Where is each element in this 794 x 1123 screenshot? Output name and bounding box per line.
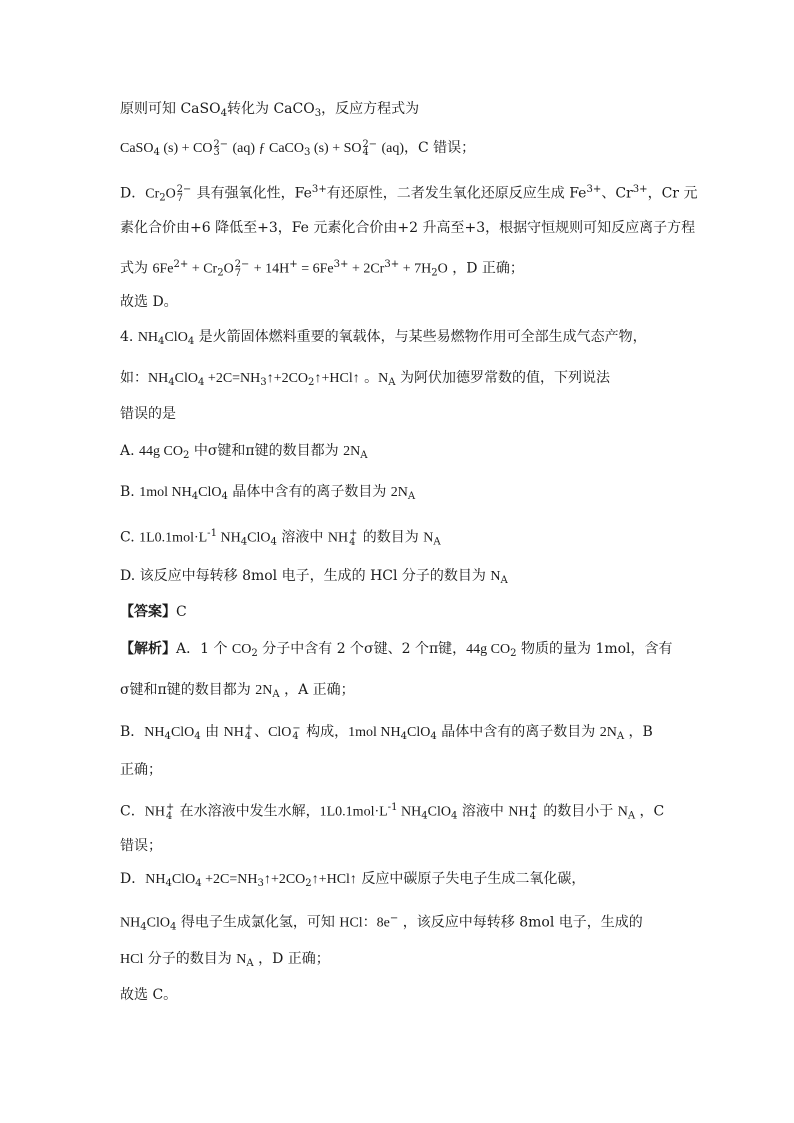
plain-text: ，该反应中每转移 8mol 电子，生成的 xyxy=(398,914,643,931)
subscript: A xyxy=(500,575,508,587)
analysis-line xyxy=(120,722,694,747)
formula-text: 2N xyxy=(255,683,273,698)
plain-text: 物质的量为 1mol，含有 xyxy=(516,641,673,657)
sub-superscript: 2− 3 xyxy=(213,138,228,159)
question-stem xyxy=(120,368,694,393)
sub-superscript: 2− 7 xyxy=(234,259,250,279)
subscript: 4 xyxy=(191,491,199,503)
subscript: 3 xyxy=(260,377,267,389)
text-line xyxy=(120,255,694,284)
subscript: 4 xyxy=(140,921,147,933)
plain-text: 晶体中含有的离子数目为 xyxy=(227,484,391,500)
superscript: -1 xyxy=(387,802,398,813)
formula-text: ClO xyxy=(146,915,170,931)
plain-text: 中σ键和π键的数目都为 xyxy=(189,443,344,459)
text-line xyxy=(120,99,694,124)
analysis-line xyxy=(120,909,694,938)
subscript: 3 xyxy=(304,147,311,159)
formula-text: ClO xyxy=(198,485,222,500)
plain-text: 构成， xyxy=(301,724,349,740)
analysis-line xyxy=(120,985,694,1005)
sub-superscript: + 4 xyxy=(244,722,254,743)
plain-text: D． xyxy=(120,185,146,202)
subscript: A xyxy=(360,450,368,462)
subscript: 4 xyxy=(451,810,458,822)
plain-text: 4. xyxy=(120,329,138,345)
plain-text: C xyxy=(176,604,187,620)
plain-text: 正确； xyxy=(120,762,162,778)
subscript: 4 xyxy=(221,491,228,503)
subscript: 2 xyxy=(182,450,190,462)
plain-text: 如： xyxy=(120,370,148,386)
subscript: 2 xyxy=(308,377,315,389)
subscript: 4 xyxy=(168,377,175,389)
plain-text: 、Cr xyxy=(601,185,633,202)
formula-text: 1mol NH xyxy=(139,485,192,500)
formula-text: NH xyxy=(217,530,241,546)
option-d xyxy=(120,566,694,591)
subscript: A xyxy=(388,377,396,389)
superscript: 3+ xyxy=(586,184,602,195)
formula-text: NH xyxy=(144,804,165,820)
subscript: 4 xyxy=(400,731,408,743)
formula-text: ClO xyxy=(247,530,271,546)
plain-text: ，D 正确； xyxy=(253,951,330,967)
formula-text: (s) + CO xyxy=(159,141,213,156)
formula-text: NH xyxy=(120,915,141,931)
subscript: 4 xyxy=(187,336,195,348)
plain-text: 为阿伏加德罗常数的值，下列说法 xyxy=(395,370,611,386)
subscript: A xyxy=(407,491,416,503)
formula-text: O xyxy=(223,261,234,277)
formula-text: ↑+2CO xyxy=(263,872,306,887)
formula-text: + 14H xyxy=(250,261,290,277)
formula-text: 6Fe xyxy=(152,261,174,277)
plain-text: C． xyxy=(120,803,145,820)
formula-text: + Cr xyxy=(188,261,218,277)
formula-text: ClO xyxy=(174,371,198,386)
formula-text: NH xyxy=(508,804,529,820)
plain-text: 故选 D。 xyxy=(120,294,178,310)
equation-line xyxy=(120,138,694,163)
text-line xyxy=(120,180,698,209)
subscript: 2 xyxy=(251,648,258,660)
analysis-line xyxy=(120,949,694,974)
question-stem xyxy=(120,327,694,352)
formula-text: + 2Cr xyxy=(348,261,385,277)
sub-superscript: + 4 xyxy=(529,802,538,822)
plain-text: 有还原性，二者发生氧化还原反应生成 Fe xyxy=(326,185,587,202)
formula-text: = 6Fe xyxy=(297,261,334,277)
formula-text: NH xyxy=(223,725,244,740)
subscript: 4 xyxy=(170,921,177,933)
formula-text: N xyxy=(236,952,247,967)
subscript: 2 xyxy=(510,648,517,660)
formula-text: N xyxy=(423,530,434,546)
plain-text: ，C 错误； xyxy=(404,140,476,156)
superscript: + xyxy=(289,259,298,270)
formula-text: N xyxy=(490,569,501,584)
formula-text: CaSO xyxy=(120,141,154,156)
formula-text: ↑+HCl↑ xyxy=(314,371,360,386)
superscript: 3+ xyxy=(384,259,400,270)
formula-text: 2N xyxy=(343,444,361,459)
subscript: 4 xyxy=(158,336,165,348)
formula-text: 1L0.1mol·L xyxy=(319,804,388,820)
superscript: 2+ xyxy=(173,259,189,270)
subscript: 4 xyxy=(198,377,205,389)
formula-text: + 7H xyxy=(399,261,432,277)
subscript: A xyxy=(433,536,441,548)
plain-text: 是火箭固体燃料重要的氧载体，与某些易燃物作用可全部生成气态产物， xyxy=(194,329,647,345)
subscript: 4 xyxy=(194,731,201,743)
formula-text: O xyxy=(165,186,176,202)
plain-text: 溶液中 xyxy=(457,803,509,820)
plain-text: ，B xyxy=(624,724,653,740)
plain-text: 的数目小于 xyxy=(538,803,618,820)
plain-text: 错误的是 xyxy=(120,406,176,422)
analysis-line xyxy=(120,836,694,856)
subscript: A xyxy=(272,689,280,701)
plain-text: B. xyxy=(120,484,140,500)
plain-text: 原则可知 CaSO xyxy=(120,101,221,117)
analysis-line xyxy=(120,760,694,780)
subscript: A xyxy=(246,958,254,970)
subscript: 4 xyxy=(430,731,437,743)
plain-text: 在水溶液中发生水解， xyxy=(175,803,320,820)
formula-text: NH xyxy=(327,530,349,546)
plain-text: 素化合价由+6 降低至+3，Fe 元素化合价由+2 升高至+3，根据守恒规则可知反应离子方程 xyxy=(120,220,696,236)
plain-text: 由 xyxy=(200,724,224,740)
plain-text: 分子的数目为 xyxy=(143,951,237,967)
formula-text: ClO xyxy=(170,725,195,740)
sub-superscript: + 4 xyxy=(165,802,175,822)
formula-text: (aq) ƒ CaCO xyxy=(228,141,304,156)
formula-text: N xyxy=(617,804,628,820)
plain-text: 晶体中含有的离子数目为 xyxy=(436,724,600,740)
plain-text: B． xyxy=(120,724,145,740)
plain-text: 反应中碳原子失电子生成二氧化碳， xyxy=(356,871,586,887)
option-b xyxy=(120,482,694,507)
plain-text: 错误； xyxy=(120,838,162,854)
plain-text: D. 该反应中每转移 8mol 电子，生成的 HCl 分子的数目为 xyxy=(120,568,491,584)
plain-text: 的数目为 xyxy=(358,529,424,546)
plain-text: C. xyxy=(120,529,140,546)
subscript: 4 xyxy=(165,878,172,890)
plain-text: 式为 xyxy=(120,260,153,277)
subscript: 2 xyxy=(305,878,312,890)
plain-text: 溶液中 xyxy=(276,529,328,546)
formula-text: HCl：8e xyxy=(339,915,390,931)
plain-text: 分子中含有 2 个σ键、2 个π键， xyxy=(257,641,467,657)
subscript: 4 xyxy=(164,731,171,743)
sub-superscript: + 4 xyxy=(349,528,358,548)
formula-text: NH xyxy=(137,330,159,345)
option-a xyxy=(120,441,694,466)
formula-text: 2N xyxy=(599,725,617,740)
plain-text: 。 xyxy=(359,370,379,386)
plain-text: 转化为 CaCO xyxy=(227,101,315,117)
plain-text: A．1 个 xyxy=(176,641,232,657)
analysis-line xyxy=(120,639,694,664)
subscript: A xyxy=(616,731,625,743)
answer-line xyxy=(120,602,694,622)
plain-text: ，反应方程式为 xyxy=(321,101,420,117)
subscript: A xyxy=(627,810,636,822)
superscript: 3+ xyxy=(632,184,648,195)
superscript: 3+ xyxy=(311,184,327,195)
subscript: 4 xyxy=(195,878,202,890)
formula-text: 1L0.1mol·L xyxy=(139,530,208,546)
subscript: 4 xyxy=(220,108,227,120)
formula-text: NH xyxy=(145,872,166,887)
option-c xyxy=(120,524,694,553)
analysis-line xyxy=(120,798,694,827)
plain-text: 、 xyxy=(254,724,269,740)
formula-text: ClO xyxy=(427,804,451,820)
plain-text: 得电子生成氯化氢，可知 xyxy=(176,914,340,931)
formula-text: NH xyxy=(148,371,169,386)
formula-text: 44g CO xyxy=(466,642,511,657)
formula-text: ↑+2CO xyxy=(266,371,309,386)
formula-text: ↑+HCl↑ xyxy=(311,872,357,887)
formula-text: 2N xyxy=(390,485,408,500)
formula-text: 1mol NH xyxy=(348,725,401,740)
formula-text: HCl xyxy=(120,952,144,967)
plain-text: ，A 正确； xyxy=(279,682,355,698)
plain-text: ，D 正确； xyxy=(447,260,524,277)
formula-text: N xyxy=(378,371,389,386)
subscript: 2 xyxy=(431,267,438,279)
superscript: − xyxy=(389,913,399,924)
plain-text: σ键和π键的数目都为 xyxy=(120,682,256,698)
analysis-line xyxy=(120,869,694,894)
plain-text: 故选 C。 xyxy=(120,987,178,1003)
formula-text: CO xyxy=(231,642,252,657)
question-stem xyxy=(120,404,694,424)
formula-text: +2C=NH xyxy=(201,872,258,887)
subscript: 4 xyxy=(270,536,277,548)
section-label: 【答案】 xyxy=(120,604,176,620)
subscript: 4 xyxy=(240,536,248,548)
sub-superscript: 2− 4 xyxy=(362,138,377,159)
superscript: 3+ xyxy=(333,259,349,270)
formula-text: Cr xyxy=(145,186,160,202)
subscript: 3 xyxy=(314,108,322,120)
plain-text: D． xyxy=(120,871,146,887)
formula-text: ClO xyxy=(268,725,292,740)
subscript: 4 xyxy=(421,810,428,822)
subscript: 3 xyxy=(257,878,264,890)
formula-text: NH xyxy=(397,804,422,820)
subscript: 4 xyxy=(153,147,160,159)
formula-text: (aq) xyxy=(377,141,404,156)
section-label: 【解析】 xyxy=(120,641,176,657)
plain-text: 具有强氧化性，Fe xyxy=(192,185,312,202)
sub-superscript: 2− 7 xyxy=(176,184,192,204)
text-line xyxy=(120,218,694,238)
plain-text: ，Cr 元 xyxy=(647,185,698,202)
plain-text: A. xyxy=(120,443,140,459)
sub-superscript: − 4 xyxy=(292,722,301,743)
plain-text: ，C xyxy=(635,803,665,820)
formula-text: +2C=NH xyxy=(204,371,261,386)
formula-text: O xyxy=(437,261,448,277)
superscript: -1 xyxy=(207,528,217,539)
analysis-line xyxy=(120,680,694,705)
subscript: 2 xyxy=(159,192,166,204)
formula-text: 44g CO xyxy=(139,444,183,459)
subscript: 2 xyxy=(217,267,224,279)
formula-text: ClO xyxy=(171,872,196,887)
formula-text: ClO xyxy=(164,330,188,345)
text-line xyxy=(120,292,694,312)
formula-text: (s) + SO xyxy=(310,141,362,156)
formula-text: ClO xyxy=(407,725,431,740)
formula-text: NH xyxy=(144,725,165,740)
